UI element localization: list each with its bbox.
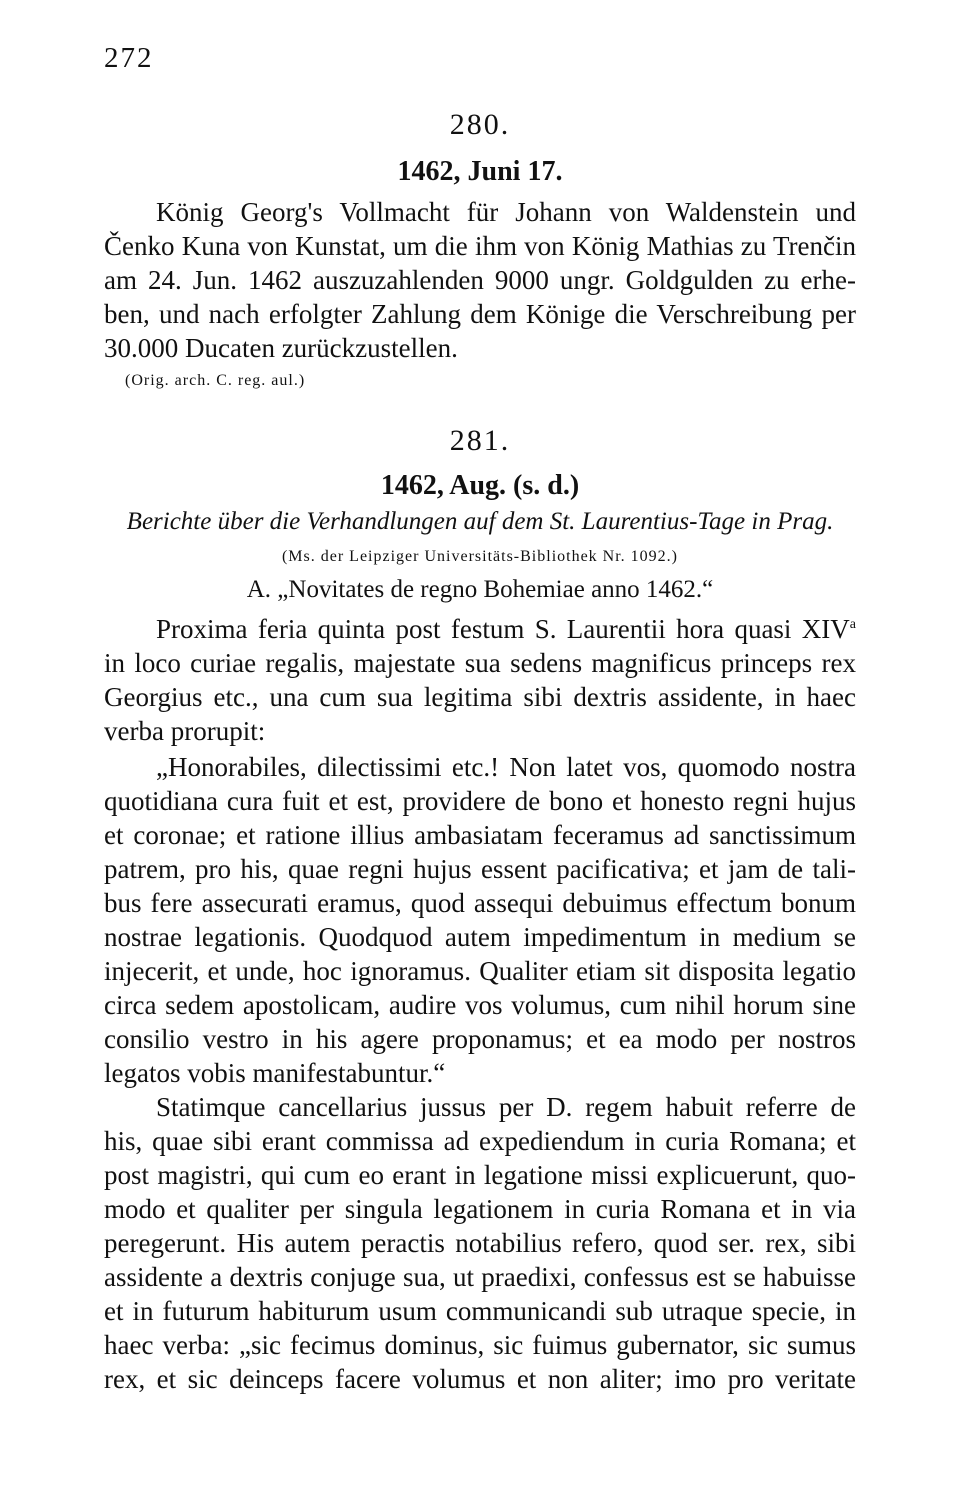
paragraph-2 bbox=[104, 750, 856, 1090]
document-number-281: 281. bbox=[449, 424, 511, 457]
text-line: 30.000 Ducaten zurückzustellen. bbox=[104, 333, 458, 363]
text-line: injecerit, et unde, hoc ignoramus. Qualiter etiam sit disposita legatio bbox=[104, 956, 856, 986]
source-note-280: (Orig. arch. C. reg. aul.) bbox=[125, 372, 306, 389]
text-line: „Honorabiles, dilectissimi etc.! Non latet vos, quomodo nostra bbox=[156, 752, 856, 782]
superscript: a bbox=[849, 617, 856, 632]
text-line: modo et qualiter per singula legationem in curia Romana et in via bbox=[104, 1194, 856, 1224]
text-line: am 24. Jun. 1462 auszuzahlenden 9000 ungr. Goldgulden zu erhe- bbox=[104, 265, 856, 295]
document-number-280: 280. bbox=[449, 108, 511, 141]
text-line: assidente a dextris conjuge sua, ut praedixi, confessus est se habuisse bbox=[104, 1262, 856, 1292]
text-line: ben, und nach erfolgter Zahlung dem Könige die Verschreibung per bbox=[104, 299, 856, 329]
text-line: et coronae; et ratione illius ambasiatam feceramus ad sanctissimum bbox=[104, 820, 856, 850]
text-line: bus fere assecurati eramus, quod assequi debuimus effectum bonum bbox=[104, 888, 856, 918]
text-line: Čenko Kuna von Kunstat, um die ihm von König Mathias zu Trenčin bbox=[104, 231, 856, 261]
text-line bbox=[104, 612, 856, 646]
text-line: haec verba: „sic fecimus dominus, sic fuimus gubernator, sic sumus bbox=[104, 1330, 856, 1360]
text-line: peregerunt. His autem peractis notabilius refero, quod ser. rex, sibi bbox=[104, 1228, 856, 1258]
paragraph-1 bbox=[104, 612, 856, 748]
text-line: patrem, pro his, quae regni hujus essent pacificativa; et jam de tali- bbox=[104, 854, 856, 884]
text-line: legatos vobis manifestabuntur.“ bbox=[104, 1058, 446, 1088]
text-run: Proxima feria quinta post festum S. Laurentii hora quasi XIV bbox=[156, 614, 850, 644]
source-note-281: (Ms. der Leipziger Universitäts-Bibliothek Nr. 1092.) bbox=[281, 548, 679, 565]
text-line: post magistri, qui cum eo erant in legatione missi explicuerunt, quo- bbox=[104, 1160, 856, 1190]
text-line: rex, et sic deinceps facere volumus et non aliter; imo pro veritate bbox=[104, 1364, 856, 1394]
text-line: verba prorupit: bbox=[104, 716, 266, 746]
text-line: his, quae sibi erant commissa ad expediendum in curia Romana; et bbox=[104, 1126, 856, 1156]
text-line: König Georg's Vollmacht für Johann von Waldenstein und bbox=[156, 197, 856, 227]
document-date-281: 1462, Aug. (s. d.) bbox=[380, 470, 580, 501]
text-line: quotidiana cura fuit et est, providere de bono et honesto regni hujus bbox=[104, 786, 856, 816]
paragraph-3 bbox=[104, 1090, 856, 1396]
document-title-281: Berichte über die Verhandlungen auf dem St. Laurentius-Tage in Prag. bbox=[126, 508, 834, 535]
document-date-280: 1462, Juni 17. bbox=[397, 156, 563, 187]
text-line: in loco curiae regalis, majestate sua sedens magnificus princeps rex bbox=[104, 648, 856, 678]
section-heading-a: A. „Novitates de regno Bohemiae anno 1462.“ bbox=[246, 576, 714, 603]
text-line: nostrae legationis. Quodquod autem impedimentum in medium se bbox=[104, 922, 856, 952]
text-line: et in futurum habiturum usum communicandi sub utraque specie, in bbox=[104, 1296, 856, 1326]
text-line: circa sedem apostolicam, audire vos volumus, cum nihil horum sine bbox=[104, 990, 856, 1020]
text-line: Statimque cancellarius jussus per D. regem habuit referre de bbox=[156, 1092, 856, 1122]
page-number: 272 bbox=[104, 42, 154, 74]
regest-280 bbox=[104, 195, 856, 365]
text-line: consilio vestro in his agere proponamus; et ea modo per nostros bbox=[104, 1024, 856, 1054]
text-line: Georgius etc., una cum sua legitima sibi dextris assidente, in haec bbox=[104, 682, 856, 712]
